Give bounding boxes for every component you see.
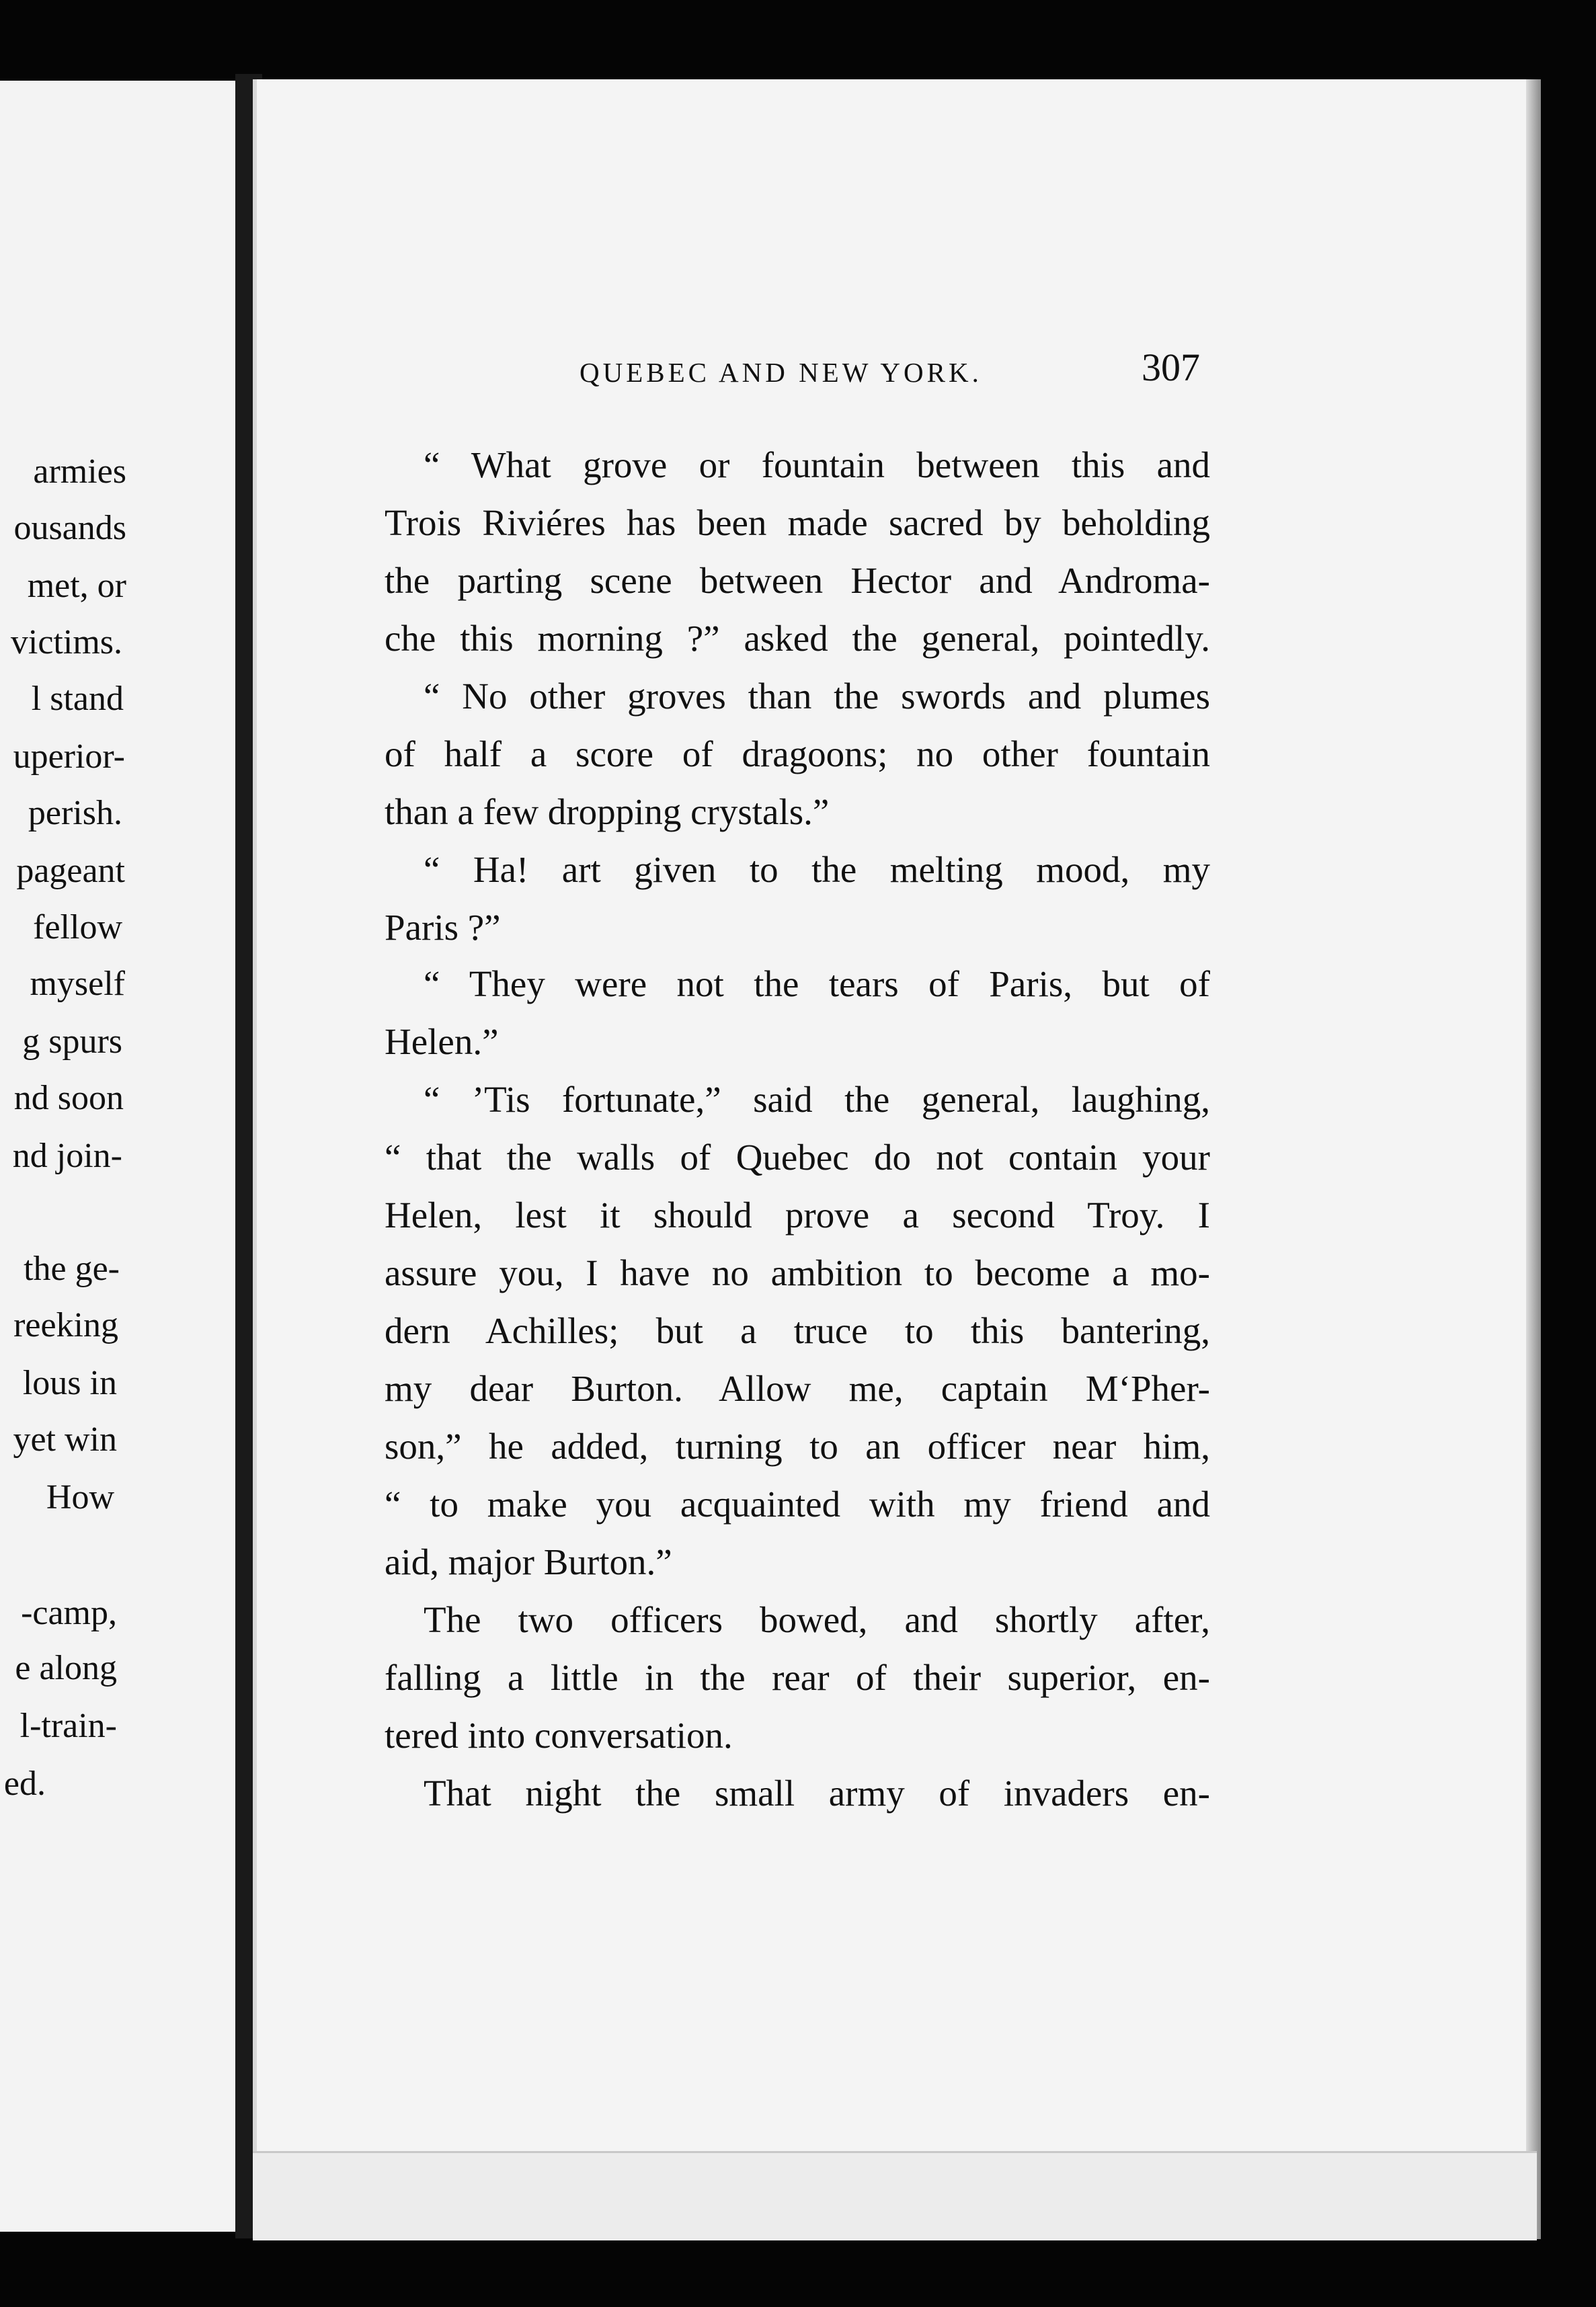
body-line: The two officers bowed, and shortly after, [424,1599,1210,1640]
left-page-line: g spurs [22,1022,122,1061]
body-line: “ ’Tis fortunate,” said the general, laughing, [424,1079,1210,1120]
body-line: my dear Burton. Allow me, captain M‘Pher- [385,1368,1210,1409]
left-page-line: perish. [28,794,122,832]
left-page-line: reeking [13,1306,118,1344]
body-line: son,” he added, turning to an officer near him, [385,1426,1210,1467]
body-line: Helen.” [385,1021,499,1062]
page-number: 307 [1142,346,1200,389]
body-line: Paris ?” [385,907,501,948]
left-page-line: nd soon [13,1079,124,1117]
body-line: than a few dropping crystals.” [385,791,830,832]
body-line: “ They were not the tears of Paris, but of [424,963,1210,1004]
previous-page-fragment [0,81,242,2232]
left-page-line: l stand [31,680,124,718]
left-page-line: fellow [33,908,122,946]
running-head: QUEBEC AND NEW YORK. [580,357,982,388]
body-line: falling a little in the rear of their superior, en- [385,1657,1210,1698]
left-page-line: pageant [16,852,125,890]
left-page-line: victims. [10,623,122,661]
left-page-line: uperior- [13,737,125,776]
body-line: “ What grove or fountain between this and [424,444,1210,485]
left-page-line: l-train- [19,1707,117,1745]
left-page-line: armies [33,452,126,491]
body-line: tered into conversation. [385,1715,733,1756]
body-line: dern Achilles; but a truce to this bantering, [385,1310,1210,1351]
body-line: assure you, I have no ambition to become a mo- [385,1252,1210,1293]
left-page-line: How [46,1478,114,1516]
left-page-line: the ge- [24,1250,120,1288]
body-line: “ that the walls of Quebec do not contain your [385,1137,1210,1178]
body-line: aid, major Burton.” [385,1541,672,1582]
body-line: Helen, lest it should prove a second Troy. I [385,1195,1210,1236]
left-page-line: myself [30,965,125,1003]
left-page-line: yet win [13,1420,117,1459]
left-page-line: met, or [27,567,126,605]
left-page-line: e along [15,1649,117,1687]
page-edge-shadow [1526,79,1541,2239]
body-line: “ Ha! art given to the melting mood, my [424,849,1210,890]
page-bottom-edge [253,2151,1537,2240]
body-line: Trois Riviéres has been made sacred by beholding [385,502,1210,543]
body-line: che this morning ?” asked the general, pointedly. [385,618,1210,659]
left-page-line: nd join- [12,1137,122,1175]
left-page-line: ed. [3,1765,46,1803]
body-line: “ to make you acquainted with my friend and [385,1484,1210,1525]
body-line: “ No other groves than the swords and plumes [424,676,1210,717]
body-line: That night the small army of invaders en- [424,1773,1210,1814]
body-line: the parting scene between Hector and Androma- [385,560,1210,601]
left-page-line: lous in [22,1364,117,1402]
left-page-line: -camp, [21,1594,117,1632]
left-page-line: ousands [13,509,126,547]
body-line: of half a score of dragoons; no other fountain [385,733,1210,774]
